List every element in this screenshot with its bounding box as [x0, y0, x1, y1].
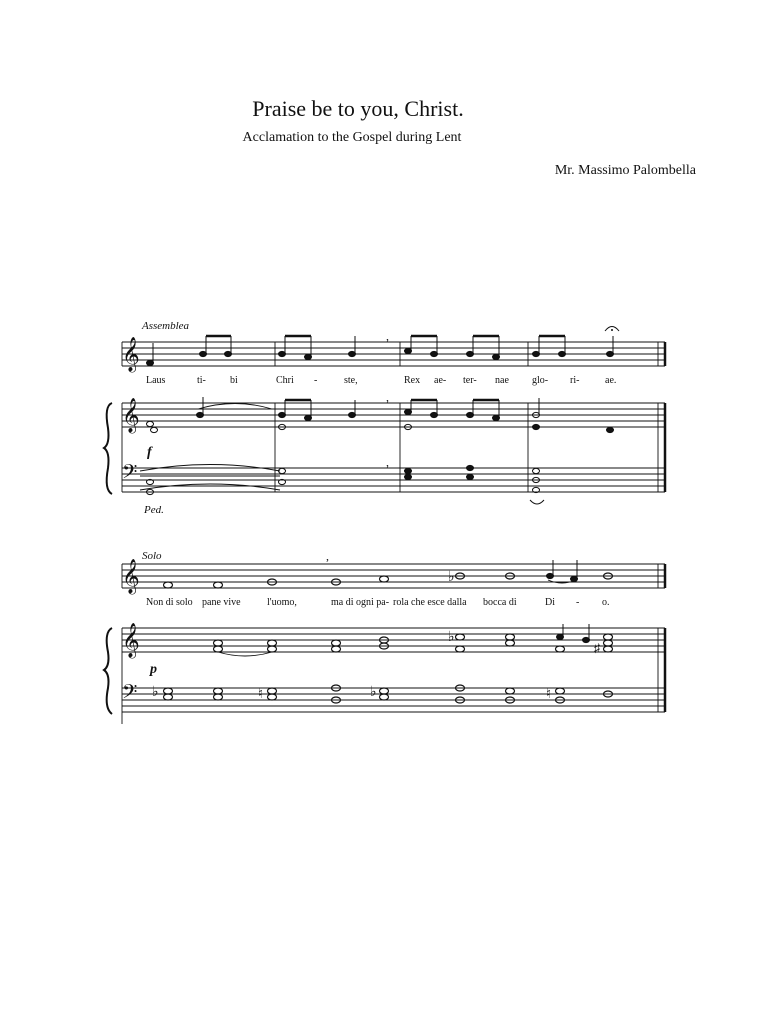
lyric-syllable: nae	[495, 375, 509, 386]
lyric-syllable: Rex	[404, 375, 421, 386]
treble-chords-system-2	[214, 634, 613, 652]
page-subtitle: Acclamation to the Gospel during Lent	[242, 130, 462, 145]
breath-mark-icon: ,	[326, 549, 329, 563]
treble-clef-icon: 𝄞	[122, 338, 140, 371]
lyric-syllable: ma di ogni pa-	[331, 597, 390, 608]
lyric-syllable: Non di solo	[146, 597, 193, 608]
voice-notes-system-1	[147, 336, 614, 366]
lyric-syllable: ae-	[434, 375, 447, 386]
breath-mark-icon: ,	[386, 390, 389, 404]
lyric-syllable: ti-	[197, 375, 206, 386]
lyric-syllable: -	[314, 375, 318, 386]
dynamic-marking: p	[150, 662, 157, 677]
natural-sign-icon: ♮	[546, 687, 552, 702]
lyric-syllable: ae.	[605, 375, 617, 386]
bass-staff-lines	[122, 688, 665, 712]
pedal-marking: Ped.	[144, 504, 164, 516]
bass-clef-icon: 𝄢	[122, 462, 138, 488]
voice-staff-lines	[122, 564, 665, 588]
dynamic-marking: f	[147, 445, 152, 460]
breath-mark-icon: ,	[386, 455, 389, 469]
lyric-syllable: ri-	[570, 375, 580, 386]
treble-clef-icon: 𝄞	[122, 560, 140, 593]
voice-label-assemblea: Assemblea	[142, 320, 190, 332]
natural-sign-icon: ♮	[258, 687, 264, 702]
bass-staff-lines	[122, 468, 665, 492]
music-system-2	[100, 548, 680, 728]
lyric-syllable: l'uomo,	[267, 597, 297, 608]
lyric-syllable: Laus	[146, 375, 166, 386]
composer-credit: Mr. Massimo Palombella	[554, 163, 696, 178]
lyric-syllable: ter-	[463, 375, 477, 386]
breath-mark-icon: ,	[386, 329, 389, 343]
flat-sign-icon: ♭	[152, 685, 159, 700]
voice-notes-system-2	[164, 573, 613, 588]
music-system-1	[100, 318, 680, 518]
score-system-1	[100, 318, 680, 518]
lyric-syllable: bi	[230, 375, 238, 386]
lyric-syllable: Chri	[276, 375, 294, 386]
lyric-syllable: pane vive	[202, 597, 241, 608]
sharp-sign-icon: ♯	[594, 641, 600, 655]
flat-sign-icon: ♭	[370, 685, 377, 700]
fermata-icon	[530, 500, 544, 504]
treble-clef-icon: 𝄞	[122, 624, 140, 657]
bass-clef-icon: 𝄢	[122, 682, 138, 708]
piano-brace	[104, 628, 112, 714]
piano-brace	[104, 403, 112, 494]
flat-sign-icon: ♭	[448, 630, 455, 645]
lyric-syllable: rola che esce dalla	[393, 597, 467, 608]
page-title: Praise be to you, Christ.	[252, 96, 464, 121]
voice-label-solo: Solo	[142, 550, 162, 562]
treble-clef-icon: 𝄞	[122, 399, 140, 432]
lyric-syllable: glo-	[532, 375, 549, 386]
score-system-2	[100, 548, 680, 728]
lyric-syllable: Di	[545, 597, 555, 608]
flat-sign-icon: ♭	[448, 570, 455, 585]
lyric-syllable: bocca di	[483, 597, 517, 608]
lyric-syllable: ste,	[344, 375, 358, 386]
lyric-syllable: o.	[602, 597, 610, 608]
lyric-syllable: -	[576, 597, 580, 608]
